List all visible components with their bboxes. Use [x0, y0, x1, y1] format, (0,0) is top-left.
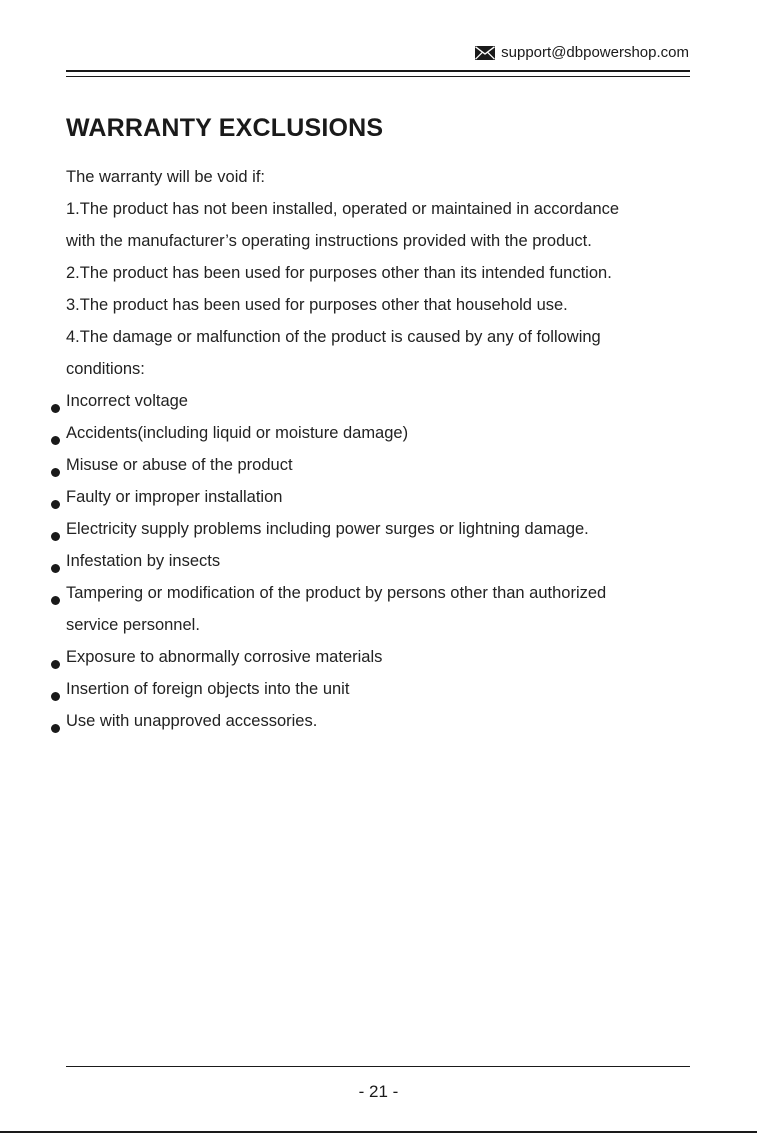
bullet-item: Infestation by insects [66, 552, 221, 570]
condition-line: 4.The damage or malfunction of the product is caused by any of following [66, 328, 601, 346]
bullet-dot [51, 660, 60, 669]
page-header [475, 44, 689, 61]
bullet-dot [51, 532, 60, 541]
bullet-item-continuation: service personnel. [66, 616, 200, 634]
condition-line: 1.The product has not been installed, operated or maintained in accordance [66, 200, 620, 218]
bullet-item: Accidents(including liquid or moisture damage) [66, 424, 409, 442]
intro-text: The warranty will be void if: [66, 168, 265, 186]
bullet-dot [51, 404, 60, 413]
bullet-dot [51, 564, 60, 573]
page-edge-line [0, 1131, 757, 1133]
bullet-item: Tampering or modification of the product by persons other than authorized [66, 584, 607, 602]
bullet-dot [51, 596, 60, 605]
bullet-dot [51, 500, 60, 509]
header-rule-thin [66, 76, 690, 77]
bullet-item: Misuse or abuse of the product [66, 456, 293, 474]
support-email[interactable]: support@dbpowershop.com [501, 44, 689, 61]
condition-line: 2.The product has been used for purposes other than its intended function. [66, 264, 612, 282]
bullet-dot [51, 436, 60, 445]
condition-line: conditions: [66, 360, 145, 378]
page-number: - 21 - [358, 1082, 399, 1101]
bullet-dot [51, 468, 60, 477]
envelope-icon [475, 46, 495, 60]
bullet-dot [51, 724, 60, 733]
bullet-item: Insertion of foreign objects into the unit [66, 680, 350, 698]
footer-rule [66, 1066, 690, 1067]
bullet-dot [51, 692, 60, 701]
header-rule-thick [66, 70, 690, 72]
condition-line: with the manufacturer’s operating instructions provided with the product. [66, 232, 592, 250]
bullet-item: Incorrect voltage [66, 392, 188, 410]
bullet-item: Electricity supply problems including power surges or lightning damage. [66, 520, 589, 538]
bullet-item: Use with unapproved accessories. [66, 712, 318, 730]
bullet-item: Exposure to abnormally corrosive materials [66, 648, 383, 666]
bullet-item: Faulty or improper installation [66, 488, 283, 506]
condition-line: 3.The product has been used for purposes other that household use. [66, 296, 568, 314]
page-title: WARRANTY EXCLUSIONS [66, 114, 384, 142]
